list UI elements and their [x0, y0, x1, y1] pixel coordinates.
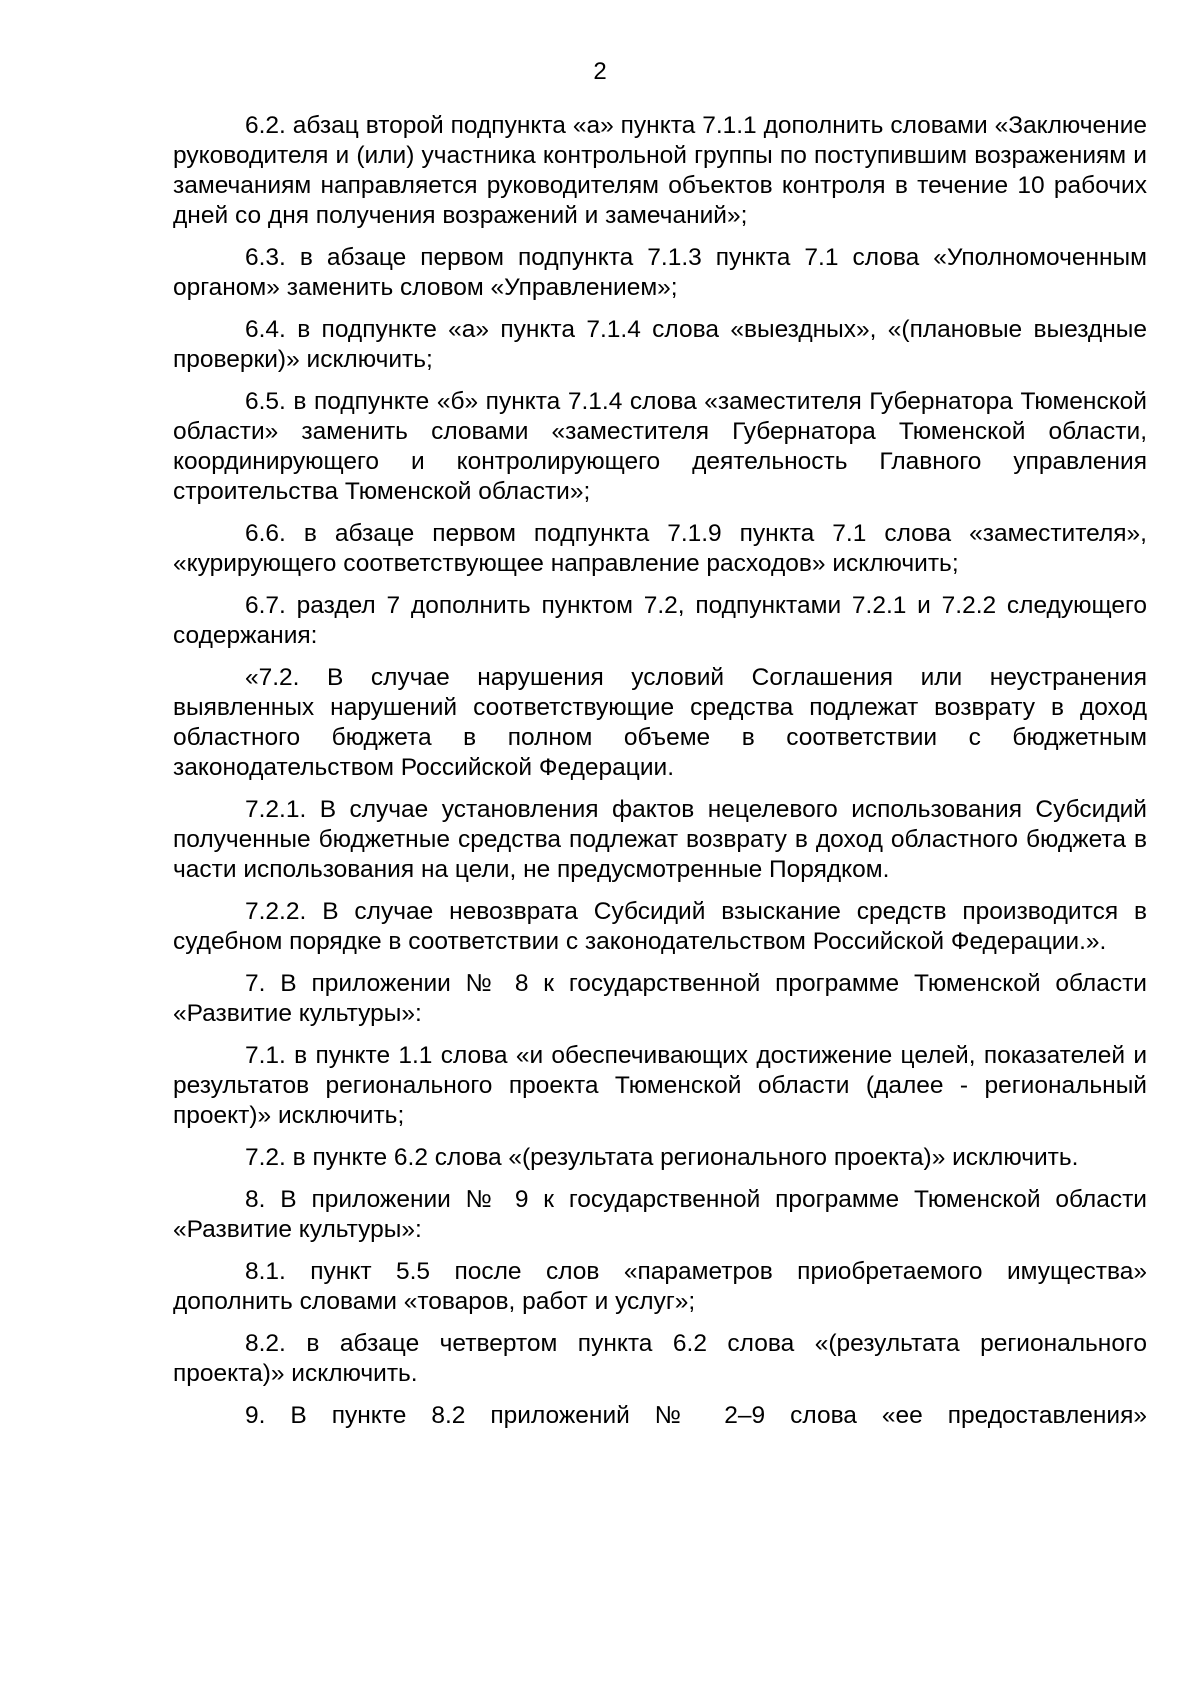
paragraph-7-2-1: 7.2.1. В случае установления фактов нецелевого использования Субсидий полученные бюджетные средства подлежат возврату в доход областного бюджета в части использования на цели, не предусмотренные Порядком.	[173, 796, 1147, 883]
paragraph-6-2: 6.2. абзац второй подпункта «а» пункта 7.1.1 дополнить словами «Заключение руководителя и (или) участника контрольной группы по поступившим возражениям и замечаниям направляется руководителям объектов контроля в течение 10 рабочих дней со дня получения возражений и замечаний»;	[173, 112, 1147, 229]
paragraph-8-1: 8.1. пункт 5.5 после слов «параметров приобретаемого имущества» дополнить словами «товаров, работ и услуг»;	[173, 1258, 1147, 1315]
paragraph-7-2-quote: «7.2. В случае нарушения условий Соглашения или неустранения выявленных нарушений соответствующие средства подлежат возврату в доход областного бюджета в полном объеме в соответствии с бюджетным законодательством Российской Федерации.	[173, 664, 1147, 781]
paragraph-7-2: 7.2. в пункте 6.2 слова «(результата регионального проекта)» исключить.	[245, 1144, 1079, 1171]
document-body	[173, 111, 1147, 1443]
paragraph-6-3: 6.3. в абзаце первом подпункта 7.1.3 пункта 7.1 слова «Уполномоченным органом» заменить словом «Управлением»;	[173, 244, 1147, 301]
paragraph-7-2-2: 7.2.2. В случае невозврата Субсидий взыскание средств производится в судебном порядке в соответствии с законодательством Российской Федерации.».	[173, 898, 1147, 955]
paragraph-6-5: 6.5. в подпункте «б» пункта 7.1.4 слова «заместителя Губернатора Тюменской области» заменить словами «заместителя Губернатора Тюменской области, координирующего и контролирующего деятельность Главного управления строительства Тюменской области»;	[173, 388, 1147, 505]
paragraph-6-4: 6.4. в подпункте «а» пункта 7.1.4 слова «выездных», «(плановые выездные проверки)» исключить;	[173, 316, 1147, 373]
paragraph-7-1: 7.1. в пункте 1.1 слова «и обеспечивающих достижение целей, показателей и результатов регионального проекта Тюменской области (далее - региональный проект)» исключить;	[173, 1042, 1147, 1129]
page-number: 2	[593, 58, 607, 85]
paragraph-6-6: 6.6. в абзаце первом подпункта 7.1.9 пункта 7.1 слова «заместителя», «курирующего соответствующее направление расходов» исключить;	[173, 520, 1147, 577]
paragraph-8-2: 8.2. в абзаце четвертом пункта 6.2 слова «(результата регионального проекта)» исключить.	[173, 1330, 1147, 1387]
paragraph-8: 8. В приложении № 9 к государственной программе Тюменской области «Развитие культуры»:	[173, 1186, 1147, 1243]
paragraph-9: 9. В пункте 8.2 приложений № 2–9 слова «ее предоставления»	[245, 1402, 1147, 1429]
paragraph-6-7: 6.7. раздел 7 дополнить пунктом 7.2, подпунктами 7.2.1 и 7.2.2 следующего содержания:	[173, 592, 1147, 649]
paragraph-7: 7. В приложении № 8 к государственной программе Тюменской области «Развитие культуры»:	[173, 970, 1147, 1027]
